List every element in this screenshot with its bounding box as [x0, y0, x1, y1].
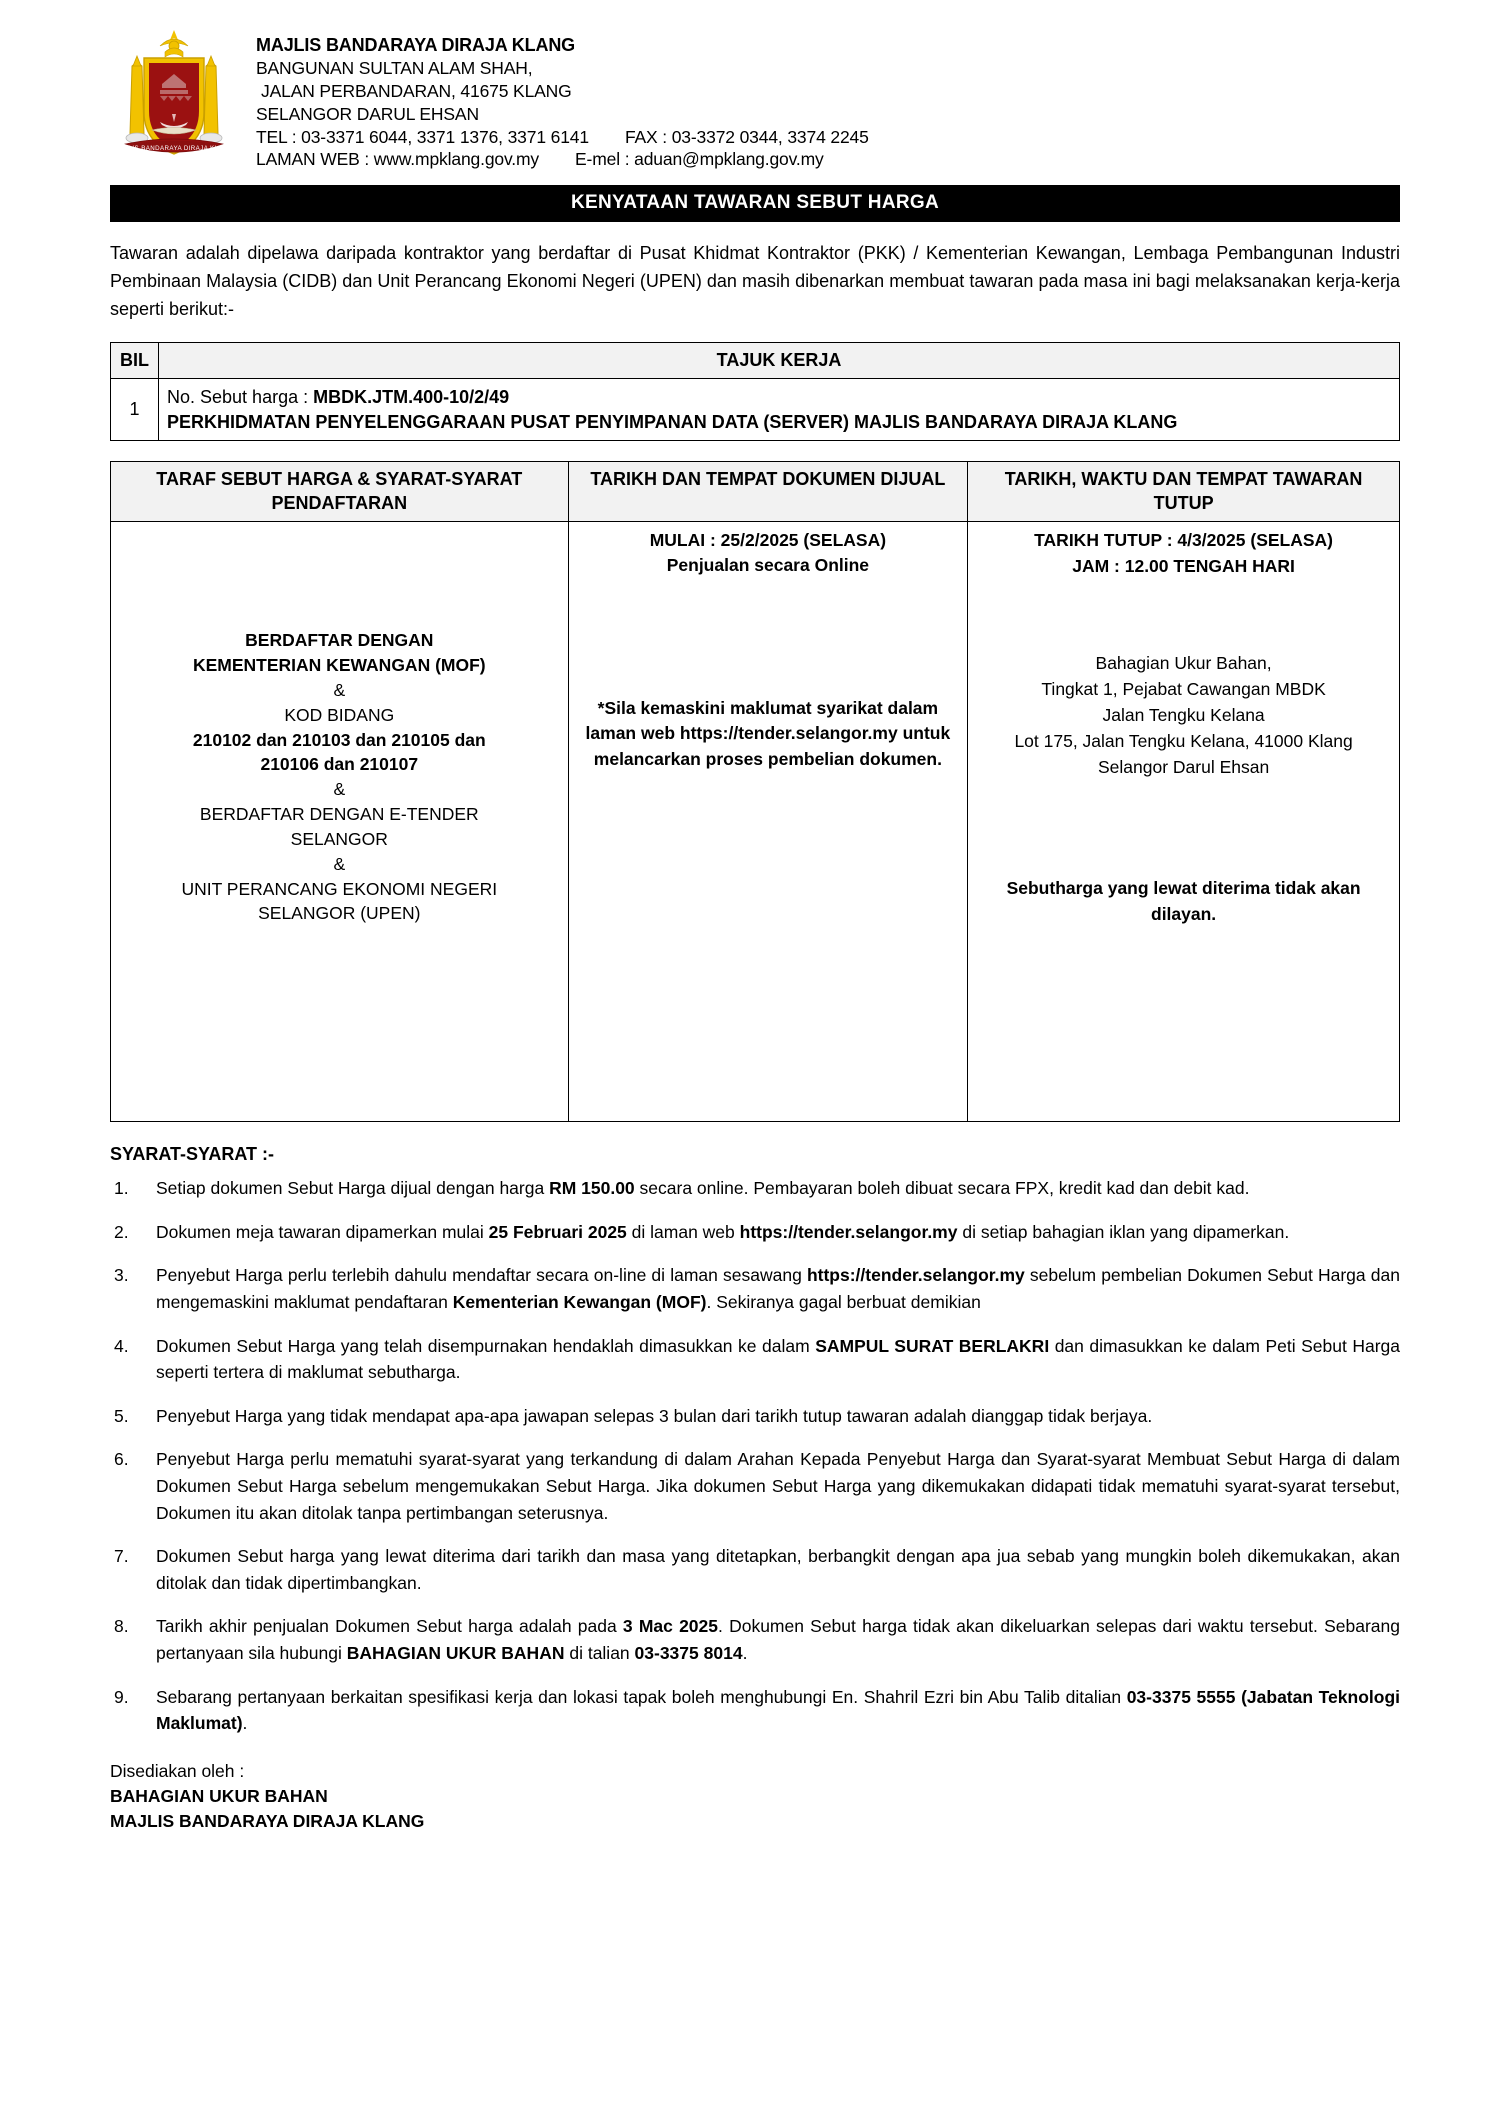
coat-of-arms-crest-icon [110, 26, 238, 166]
closing-address [976, 651, 1391, 780]
condition-number: 5. [114, 1405, 129, 1426]
row-work-title-cell [159, 378, 1400, 441]
condition-text: Penyebut Harga perlu terlebih dahulu mendaftar secara on-line di laman sesawang https://tender.selangor.my sebelum pembelian Dokumen Sebut Harga dan mengemaskini maklumat pendaftaran Kementerian Kewangan (MOF). Sekiranya gagal berbuat demikian [156, 1265, 1400, 1312]
prepared-by-organisation: MAJLIS BANDARAYA DIRAJA KLANG [110, 1811, 425, 1832]
registration-lines [119, 528, 560, 926]
reg-line-6: 210106 dan 210107 [260, 754, 419, 775]
quotation-info-table [110, 461, 1400, 1122]
closing-address-line-3: Jalan Tengku Kelana [1102, 704, 1265, 725]
list-item [110, 1446, 1400, 1526]
column-header-document-sale: TARIKH DAN TEMPAT DOKUMEN DIJUAL [568, 462, 968, 522]
address-line-3: SELANGOR DARUL EHSAN [256, 103, 479, 124]
list-item [110, 1262, 1400, 1315]
web-email-line [256, 148, 869, 171]
condition-number: 8. [114, 1616, 129, 1637]
telephone-label: TEL : 03-3371 6044, 3371 1376, 3371 6141 [256, 126, 589, 147]
closing-address-line-2: Tingkat 1, Pejabat Cawangan MBDK [1041, 678, 1326, 699]
registration-requirements-cell [111, 522, 569, 1122]
condition-text: Penyebut Harga yang tidak mendapat apa-apa jawapan selepas 3 bulan dari tarikh tutup tawaran adalah dianggap tidak berjaya. [156, 1405, 1153, 1426]
info-header-row [111, 462, 1400, 522]
prepared-by-division: BAHAGIAN UKUR BAHAN [110, 1786, 328, 1807]
condition-number: 3. [114, 1265, 129, 1286]
letterhead-text-block [256, 26, 869, 171]
letterhead [110, 26, 1400, 171]
prepared-by-label: Disediakan oleh : [110, 1760, 245, 1781]
closing-date: TARIKH TUTUP : 4/3/2025 (SELASA) [1034, 530, 1334, 551]
quotation-ref-value: MBDK.JTM.400-10/2/49 [313, 386, 510, 407]
late-submission-notice: Sebutharga yang lewat diterima tidak akan dilayan. [1006, 878, 1361, 924]
organisation-name: MAJLIS BANDARAYA DIRAJA KLANG [256, 35, 576, 55]
condition-text: Dokumen Sebut Harga yang telah disempurnakan hendaklah dimasukkan ke dalam SAMPUL SURAT BERLAKRI dan dimasukkan ke dalam Peti Sebut Harga seperti tertera di maklumat sebutharga. [156, 1335, 1401, 1383]
svg-text:MAJLIS BANDARAYA DIRAJA KLANG: MAJLIS BANDARAYA DIRAJA KLANG [115, 145, 233, 152]
address-line-2: JALAN PERBANDARAN, 41675 KLANG [261, 81, 572, 102]
list-item [110, 1684, 1400, 1737]
document-title-banner: KENYATAAN TAWARAN SEBUT HARGA [110, 185, 1400, 222]
info-body-row [111, 522, 1400, 1122]
condition-text: Dokumen Sebut harga yang lewat diterima dari tarikh dan masa yang ditetapkan, berbangkit dengan apa jua sebab yang mungkin boleh dikemukakan, akan ditolak dan tidak dipertimbangkan. [156, 1546, 1400, 1593]
table-header-row [111, 342, 1400, 378]
condition-number: 9. [114, 1686, 129, 1707]
document-sale-cell [568, 522, 968, 1122]
row-number: 1 [111, 378, 159, 441]
list-item [110, 1219, 1400, 1246]
condition-text: Setiap dokumen Sebut Harga dijual dengan harga RM 150.00 secara online. Pembayaran boleh dibuat secara FPX, kredit kad dan debit kad. [156, 1178, 1250, 1199]
column-header-closing: TARIKH, WAKTU DAN TEMPAT TAWARAN TUTUP [968, 462, 1400, 522]
column-header-tajuk-kerja: TAJUK KERJA [159, 342, 1400, 378]
reg-line-4: KOD BIDANG [284, 704, 395, 725]
list-item [110, 1613, 1400, 1666]
reg-line-2: KEMENTERIAN KEWANGAN (MOF) [192, 655, 486, 676]
condition-number: 4. [114, 1335, 129, 1356]
reg-line-8: BERDAFTAR DENGAN E-TENDER [199, 804, 479, 825]
list-item [110, 1175, 1400, 1202]
list-item [110, 1403, 1400, 1430]
column-header-registration: TARAF SEBUT HARGA & SYARAT-SYARAT PENDAFTARAN [111, 462, 569, 522]
work-title-table [110, 342, 1400, 442]
column-header-bil: BIL [111, 342, 159, 378]
email-label[interactable]: E-mel : aduan@mpklang.gov.my [575, 149, 824, 170]
table-row [111, 378, 1400, 441]
condition-number: 2. [114, 1221, 129, 1242]
address-line-1: BANGUNAN SULTAN ALAM SHAH, [256, 58, 533, 79]
intro-paragraph: Tawaran adalah dipelawa daripada kontraktor yang berdaftar di Pusat Khidmat Kontraktor (PKK) / Kementerian Kewangan, Lembaga Pembangunan Industri Pembinaan Malaysia (CIDB) dan Unit Perancang Ekonomi Negeri (UPEN) dan masih dibenarkan membuat tawaran pada masa ini bagi melaksanakan kerja-kerja seperti berikut:- [110, 243, 1400, 319]
reg-line-3: & [333, 679, 346, 700]
website-label[interactable]: LAMAN WEB : www.mpklang.gov.my [256, 149, 540, 170]
condition-text: Sebarang pertanyaan berkaitan spesifikasi kerja dan lokasi tapak boleh menghubungi En. Shahril Ezri bin Abu Talib ditalian 03-3375 5555 (Jabatan Teknologi Maklumat). [156, 1686, 1401, 1734]
condition-text: Penyebut Harga perlu mematuhi syarat-syarat yang terkandung di dalam Arahan Kepada Penyebut Harga dan Syarat-syarat Membuat Sebut Harga di dalam Dokumen Sebut Harga sebelum mengemukakan Sebut Harga. Jika dokumen Sebut Harga yang dikemukakan didapati tidak mematuhi syarat-syarat tersebut, Dokumen itu akan ditolak tanpa pertimbangan seterusnya. [156, 1449, 1400, 1523]
list-item [110, 1333, 1400, 1386]
reg-line-1: BERDAFTAR DENGAN [245, 630, 434, 651]
closing-address-line-4: Lot 175, Jalan Tengku Kelana, 41000 Klang [1014, 730, 1353, 751]
reg-line-5: 210102 dan 210103 dan 210105 dan [192, 729, 486, 750]
closing-address-line-5: Selangor Darul Ehsan [1097, 756, 1270, 777]
reg-line-7: & [333, 779, 346, 800]
closing-details-cell [968, 522, 1400, 1122]
condition-text: Dokumen meja tawaran dipamerkan mulai 25 Februari 2025 di laman web https://tender.selangor.my di setiap bahagian iklan yang dipamerkan. [156, 1221, 1290, 1242]
list-item [110, 1543, 1400, 1596]
condition-text: Tarikh akhir penjualan Dokumen Sebut harga adalah pada 3 Mac 2025. Dokumen Sebut harga tidak akan dikeluarkan selepas dari waktu tersebut. Sebarang pertanyaan sila hubungi BAHAGIAN UKUR BAHAN di talian 03-3375 8014. [156, 1616, 1400, 1663]
condition-number: 6. [114, 1449, 129, 1470]
reg-line-9: SELANGOR [290, 828, 388, 849]
reg-line-12: SELANGOR (UPEN) [258, 903, 421, 924]
work-description: PERKHIDMATAN PENYELENGGARAAN PUSAT PENYIMPANAN DATA (SERVER) MAJLIS BANDARAYA DIRAJA KLANG [167, 412, 1178, 433]
closing-address-line-1: Bahagian Ukur Bahan, [1095, 652, 1272, 673]
quotation-ref-label: No. Sebut harga : [167, 386, 314, 407]
prepared-by-block [110, 1759, 1400, 1835]
closing-time: JAM : 12.00 TENGAH HARI [1072, 555, 1295, 576]
telephone-fax-line [256, 126, 869, 149]
sale-start-date: MULAI : 25/2/2025 (SELASA) [649, 530, 887, 551]
conditions-heading: SYARAT-SYARAT :- [110, 1144, 275, 1165]
conditions-list [110, 1175, 1400, 1737]
sale-mode: Penjualan secara Online [666, 555, 870, 576]
fax-label: FAX : 03-3372 0344, 3374 2245 [624, 126, 869, 147]
condition-number: 1. [114, 1178, 129, 1199]
condition-number: 7. [114, 1546, 129, 1567]
sale-update-note: *Sila kemaskini maklumat syarikat dalam laman web https://tender.selangor.my untuk melancarkan proses pembelian dokumen. [585, 697, 951, 769]
reg-line-11: UNIT PERANCANG EKONOMI NEGERI [181, 878, 498, 899]
reg-line-10: & [333, 853, 346, 874]
